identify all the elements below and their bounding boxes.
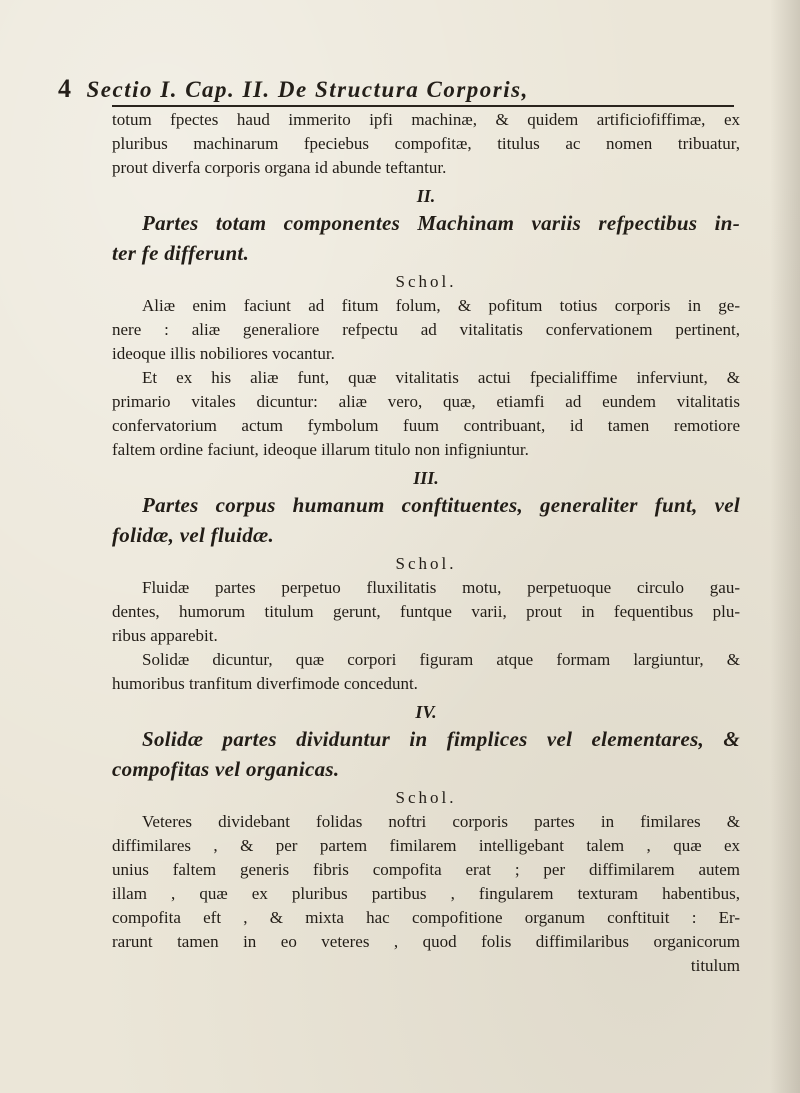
page-number: 4	[58, 74, 73, 103]
scholium-line: ribus apparebit.	[112, 626, 218, 645]
scholium-line: primario vitales dicuntur: aliæ vero, quæ, etiamfi ad eundem vitalitatis	[112, 392, 740, 411]
proposition-line: Partes totam componentes Machinam variis refpectibus in-	[142, 211, 740, 235]
scholium-label: Schol.	[395, 554, 457, 573]
scholium-line: compofita eft , & mixta hac compofitione organum conftituit : Er-	[112, 908, 740, 927]
section-numeral: III.	[413, 468, 439, 488]
section-numeral: II.	[416, 186, 436, 206]
scholium-line: Solidæ dicuntur, quæ corpori figuram atque formam largiuntur, &	[142, 650, 740, 669]
scholium-line: unius faltem generis fibris compofita erat ; per diffimilarem autem	[112, 860, 740, 879]
proposition-line: folidæ, vel fluidæ.	[112, 523, 275, 547]
scholium-label: Schol.	[395, 272, 457, 291]
scholium-line: Veteres dividebant folidas noftri corporis partes in fimilares &	[142, 812, 740, 831]
proposition-line: ter fe differunt.	[112, 241, 250, 265]
scholium-line: Aliæ enim faciunt ad fitum folum, & pofitum totius corporis in ge-	[142, 296, 740, 315]
scholium-line: faltem ordine faciunt, ideoque illarum titulo non infigniuntur.	[112, 440, 529, 459]
catchword: titulum	[690, 956, 740, 975]
running-head	[58, 74, 738, 104]
intro-line: pluribus machinarum fpeciebus compofitæ, titulus ac nomen tribuatur,	[112, 134, 740, 153]
intro-line: totum fpectes haud immerito ipfi machinæ, & quidem artificiofiffimæ, ex	[112, 110, 740, 129]
running-title: Sectio I. Cap. II. De Structura Corporis,	[86, 77, 529, 102]
intro-line: prout diverfa corporis organa id abunde teftantur.	[112, 158, 447, 177]
proposition-line: compofitas vel organicas.	[112, 757, 340, 781]
scholium-line: Et ex his aliæ funt, quæ vitalitatis actui fpecialiffime inferviunt, &	[142, 368, 740, 387]
scholium-line: ideoque illis nobiliores vocantur.	[112, 344, 335, 363]
scholium-line: illam , quæ ex pluribus partibus , fingularem texturam habentibus,	[112, 884, 740, 903]
scholium-line: confervatorium actum fymbolum fuum contribuant, id tamen remotiore	[112, 416, 740, 435]
section-numeral: IV.	[415, 702, 437, 722]
page-text	[112, 108, 740, 978]
scholium-label: Schol.	[395, 788, 457, 807]
scholium-line: Fluidæ partes perpetuo fluxilitatis motu, perpetuoque circulo gau-	[142, 578, 740, 597]
scholium-line: humoribus tranfitum diverfimode concedunt.	[112, 674, 418, 693]
page-edge-shadow	[770, 0, 800, 1093]
proposition-line: Partes corpus humanum conftituentes, generaliter funt, vel	[142, 493, 740, 517]
header-rule	[112, 105, 734, 107]
proposition-line: Solidæ partes dividuntur in fimplices vel elementares, &	[142, 727, 740, 751]
scholium-line: diffimilares , & per partem fimilarem intelligebant talem , quæ ex	[112, 836, 740, 855]
scholium-line: dentes, humorum titulum gerunt, funtque varii, prout in fequentibus plu-	[112, 602, 740, 621]
scholium-line: rarunt tamen in eo veteres , quod folis diffimilaribus organicorum	[112, 932, 740, 951]
scholium-line: nere : aliæ generaliore refpectu ad vitalitatis confervationem pertinent,	[112, 320, 740, 339]
